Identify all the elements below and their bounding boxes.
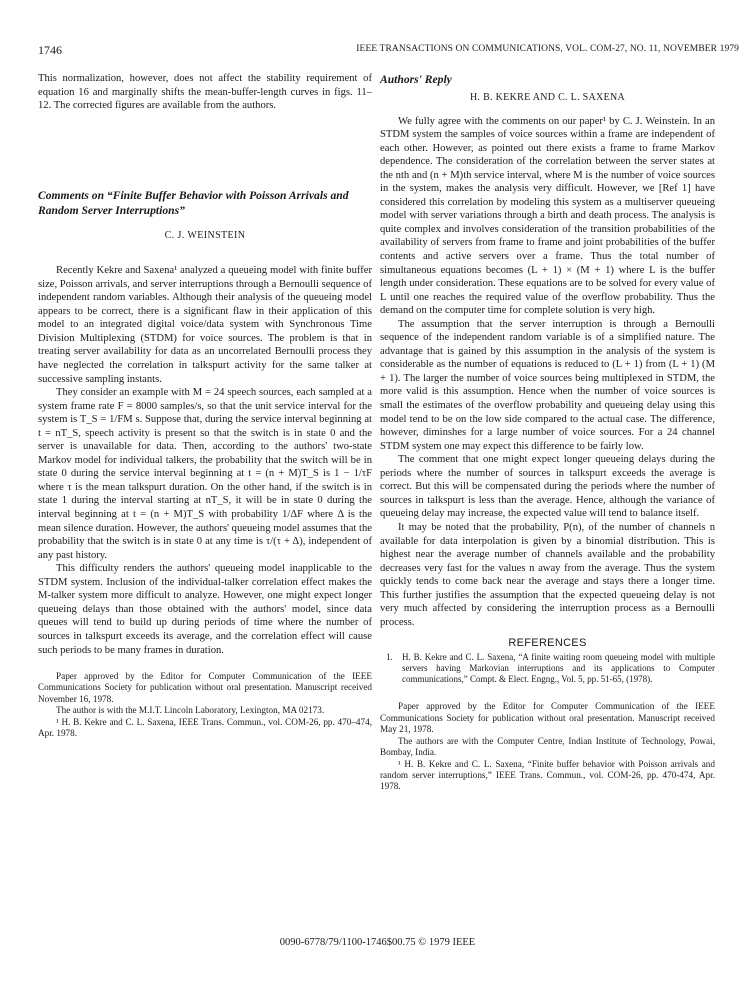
reference-text: H. B. Kekre and C. L. Saxena, “A finite waiting room queueing model with multiple servers having Markovian interruptions and its applications to Computer communications,” Compt. & Elect. Engng., Vol. 5, pp. 51-65, (1978). [402, 651, 715, 685]
footnote-spacer [38, 657, 372, 671]
comment-paragraph: Recently Kekre and Saxena¹ analyzed a queueing model with finite buffer size, Poisson arrivals, and server interruptions through a Bernoulli sequence of independent random variables. Although their analysis of the queueing model appears to be correct, there is a significant flaw in their application of this model to an integrated digital voice/data system with Synchronous Time Division Multiplexing (STDM) for voice sources. The problem is that in treating server availability for data as an uncorrelated Bernoulli process they have neglected the correlation in talkspurt activity for the same talker at successive sampling instants. [38, 265, 372, 385]
footnote-reference: ¹ H. B. Kekre and C. L. Saxena, IEEE Trans. Commun., vol. COM-26, pp. 470–474, Apr. 1978. [38, 716, 372, 739]
comment-author: C. J. WEINSTEIN [164, 229, 246, 241]
reply-paragraph: It may be noted that the probability, P(n), of the number of channels n available for data interpolation is given by a binomial distribution. This is highest near the average number of channels available and the probability decreases very fast for the values n away from the average. Thus the system quickly tends to come back near the average and stays there a longer time. This further justifies the assumption that the expected queueing delay is not very much affected by considering the interruption process as a Bernoulli process. [380, 521, 715, 628]
reference-number: 1. [386, 651, 393, 662]
reply-authors: H. B. KEKRE AND C. L. SAXENA [469, 92, 626, 103]
references-heading: REFERENCES [508, 637, 587, 650]
footnote-reference: ¹ H. B. Kekre and C. L. Saxena, “Finite buffer behavior with Poisson arrivals and random server interruptions,” IEEE Trans. Commun., vol. COM-26, pp. 470-474, Apr. 1978. [380, 758, 715, 792]
reply-paragraph: The comment that one might expect longer queueing delays during the periods where the number of sources in talkspurt exceeds the average is correct. But this will be compensated during the periods where the number of sources in talkspurt is less than the average. Hence, although the variance of queueing delay may increase, the expected value will tend to balance itself. [380, 454, 715, 520]
reply-title: Authors' Reply [380, 73, 452, 86]
footnote-approval: Paper approved by the Editor for Computer Communication of the IEEE Communications Society for publication without oral presentation. Manuscript received November 16, 1978. [38, 671, 372, 704]
comment-paragraph: This difficulty renders the authors' queueing model inapplicable to the STDM system. Inclusion of the individual-talker correlation effect makes the M-talker system more difficult to analyze. However, one might expect longer queueing delays than those obtained with the authors' model, since data queues will tend to build up during periods of time where the number of sources in talkspurt exceeds its average, and the correlation effect will cause such periods to be many frames in duration. [38, 563, 372, 656]
page-header [38, 43, 739, 59]
comment-paragraph: They consider an example with M = 24 speech sources, each sampled at a system frame rate F = 8000 samples/s, so that the unit service interval for the system is T_S = 1/FM s. Suppose that, during the service interval beginning at t = nT_S, speech activity is present so that the switch is in state 0 and the server is unavailable for data. Then, according to the authors' two-state Markov model for individual talkers, the probability that the switch will be in state 0 during the service interval beginning at t = (n + M)T_S is 1 − 1/τF where τ is the mean talkspurt duration. On the other hand, if the switch is in state 1 during the interval starting at nT_S, it will be in state 0 during the interval beginning at t = (n + M)T_S with probability 1/ΔF where Δ is the mean silence duration. However, the authors' queueing model assumes that the probability that the switch is in state 0 at any time is τ/(τ + Δ), independent of any past history. [38, 387, 372, 561]
reply-paragraph: The assumption that the server interruption is through a Bernoulli sequence of the independent random variable is of a simplified nature. The advantage that is gained by this assumption in the analysis of the system is considerable as the number of equations is reduced to (L + 1) from (L + 1) (M + 1). The larger the number of voice sources being multiplexed in STDM, the more valid is this assumption. Hence when the number of voice sources is small the estimates of the overflow probability and queueing delay using this model tend to be on the low side compared to the actual case. The difference, however, diminshes for a large number of voice sources. For a 24 channel STDM system one may expect this difference to be fairly low. [380, 318, 715, 452]
left-column [38, 72, 372, 739]
comment-title: Comments on “Finite Buffer Behavior with Poisson Arrivals and Random Server Interruptions” [38, 188, 349, 217]
right-column [380, 72, 715, 793]
footnote-affiliation: The authors are with the Computer Centre, Indian Institute of Technology, Powai, Bombay, India. [380, 735, 715, 758]
section-spacer [38, 113, 372, 188]
reference-item [380, 652, 715, 686]
running-head: IEEE TRANSACTIONS ON COMMUNICATIONS, VOL. COM-27, NO. 11, NOVEMBER 1979 [356, 44, 739, 54]
copyright-line: 0090-6778/79/1100-1746$00.75 © 1979 IEEE [279, 937, 476, 948]
page-number: 1746 [38, 43, 62, 57]
carryover-paragraph: This normalization, however, does not affect the stability requirement of equation 16 and marginally shifts the mean-buffer-length curves in figs. 11–12. The corrected figures are available from the authors. [38, 73, 372, 112]
reply-paragraph: We fully agree with the comments on our paper¹ by C. J. Weinstein. In an STDM system the samples of voice sources within a frame are independent of each other. However, as pointed out there exists a frame to frame Markov dependence. The consideration of the correlation between the server states at the nth and (n + M)th service interval, where M is the number of voice sources in the system, makes the analysis very difficult. However, we [Ref 1] have considered this correlation by modeling this system as a multiserver queueing model with server variations through a birth and death process. The analysis is quite complex and involves consideration of the transition probabilities of the availability of servers from frame to frame and joint probabilities of the buffer contents and active servers over a frame. Thus the total number of simultaneous equations becomes (L + 1) × (M + 1) where L is the buffer length under consideration. These equations are to be solved for every value of L until one reaches the required value of the overflow probability. Thus the demand on the computer time for complete solution is very high. [380, 115, 715, 317]
footnote-affiliation: The author is with the M.I.T. Lincoln Laboratory, Lexington, MA 02173. [56, 705, 325, 716]
footnote-approval: Paper approved by the Editor for Computer Communication of the IEEE Communications Society for publication without oral presentation. Manuscript received May 21, 1978. [380, 701, 715, 735]
footnote-spacer [380, 685, 715, 701]
byline-spacer [38, 242, 372, 264]
